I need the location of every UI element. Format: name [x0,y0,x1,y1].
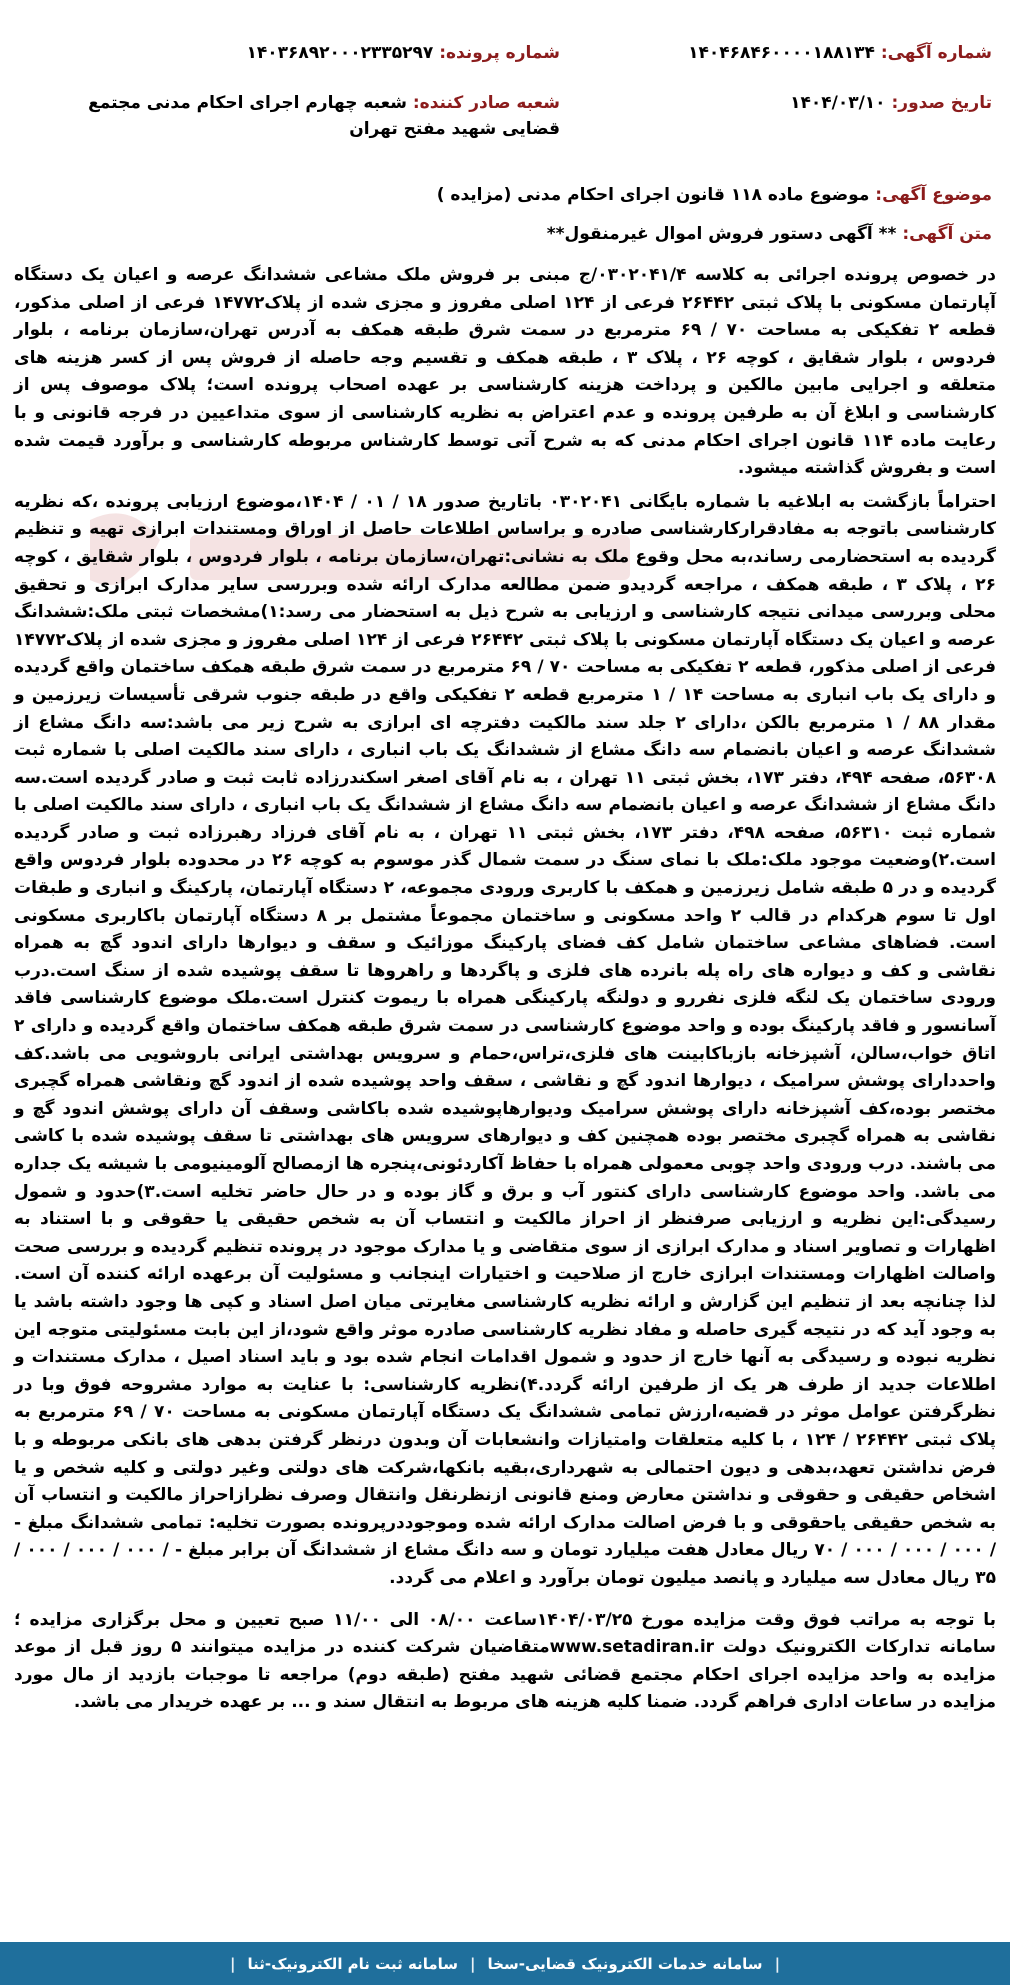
issuing-branch-field [40,90,560,142]
case-number-field [246,40,560,66]
issue-date-field [790,90,992,116]
body-paragraph-3: با توجه به مراتب فوق وقت مزایده مورخ ۱۴۰۴/۰۳/۲۵ساعت ۰۸/۰۰ الی ۱۱/۰۰ صبح تعیین و محل برگزاری مزایده ؛سامانه تدارکات الکترونیک دولت www.setadiran.irمتقاضیان شرکت کننده در مزایده میتوانند ۵ روز قبل از موعد مزایده به واحد مزایده اجرای احکام مجتمع قضائی شهید مفتح (طبقه دوم) مراجعه تا موجبات بازدید از مال مورد مزایده در ساعات اداری فراهم گردد. ضمنا کلیه هزینه های مربوط به انتقال سند و ... بر عهده خریدار می باشد. [14,1609,997,1713]
body-paragraph-2: احتراماً بازگشت به ابلاغیه با شماره بایگانی ۰۳۰۲۰۴۱ باتاریخ صدور ۱۸ / ۰۱ / ۱۴۰۴،موضوع ارزیابی پرونده ،که نظریه کارشناسی باتوجه به مفادقرارکارشناسی صادره و براساس اطلاعات حاصل از اوراق ومستندات ابرازی تهیه و تنظیم گردیده به استحضارمی رساند،به محل وقوع ملک به نشانی:تهران،سازمان برنامه ، بلوار فردوس ، بلوار شقایق ، کوچه ۲۶ ، پلاک ۳ ، طبقه همکف ، مراجعه گردیدو ضمن مطالعه مدارک ارائه شده وبررسی سایر مدارک ابرازی و تحقیق محلی وبررسی میدانی نتیجه کارشناسی و ارزیابی به شرح ذیل به استحضار می رسد:۱)مشخصات ثبتی ملک:ششدانگ عرصه و اعیان یک دستگاه آپارتمان مسکونی با پلاک ثبتی ۲۶۴۴۲ فرعی از ۱۲۴ اصلی مفروز و مجزی شده از پلاک۱۴۷۷۲ فرعی از اصلی مذکور، قطعه ۲ تفکیکی به مساحت ۷۰ / ۶۹ مترمربع در سمت شرق طبقه همکف ساختمان واقع گردیده و دارای یک باب انباری به مساحت ۱۴ / ۱ مترمربع قطعه ۲ تفکیکی واقع در طبقه جنوب شرقی تأسیسات زیرزمین و مقدار ۸۸ / ۱ مترمربع بالکن ،دارای ۲ جلد سند مالکیت دفترچه ای ابرازی به شرح زیر می باشد:سه دانگ مشاع از ششدانگ عرصه و اعیان بانضمام سه دانگ مشاع از ششدانگ یک باب انباری ، دارای سند مالکیت اصلی با شماره ثبت ۵۶۳۰۸، صفحه ۴۹۴، دفتر ۱۷۳، بخش ثبتی ۱۱ تهران ، به نام آقای اصغر اسکندرزاده ثابت ثبت و صادر گردیده است.سه دانگ مشاع از ششدانگ عرصه و اعیان بانضمام سه دانگ مشاع از ششدانگ یک باب انباری ، دارای سند مالکیت اصلی با شماره ثبت ۵۶۳۱۰، صفحه ۴۹۸، دفتر ۱۷۳، بخش ثبتی ۱۱ تهران ، به نام آقای فرزاد رهبرزاده ثبت و صادر گردیده است.۲)وضعیت موجود ملک:ملک با نمای سنگ در سمت شمال گذر موسوم به کوچه ۲۶ در محدوده بلوار فردوس واقع گردیده و در ۵ طبقه شامل زیرزمین و همکف با کاربری ورودی مجموعه، ۲ دستگاه آپارتمان، پارکینگ و انباری و طبقات اول تا سوم هرکدام در قالب ۲ واحد مسکونی و ساختمان مجموعاً مشتمل بر ۸ دستگاه آپارتمان باکاربری مسکونی است. فضاهای مشاعی ساختمان شامل کف فضای پارکینگ موزائیک و سقف و دیوارها دارای اندود گچ به همراه نقاشی و کف و دیواره های راه پله بانرده های فلزی و پاگردها و راهروها تا سقف پوشیده شده از سنگ است.درب ورودی ساختمان یک لنگه فلزی نفررو و دولنگه پارکینگی همراه با ریموت کنترل است.ملک موضوع کارشناسی فاقد آسانسور و فاقد پارکینگ بوده و واحد موضوع کارشناسی در سمت شرق طبقه همکف ساختمان واقع گردیده و دارای ۲ اتاق خواب،سالن، آشپزخانه بازباکابینت های فلزی،تراس،حمام و سرویس بهداشتی ایرانی باروشویی می باشد.کف واحددارای پوشش سرامیک ، دیوارها اندود گچ و نقاشی ، سقف واحد پوشیده شده از اندود گچ ونقاشی همراه گچبری مختصر بوده،کف آشپزخانه دارای پوشش سرامیک ودیوارهاپوشیده شده باکاشی وسقف آن دارای پوشش اندود گچ و نقاشی به همراه گچبری مختصر بوده همچنین کف و دیوارهای سرویس های بهداشتی تا سقف پوشیده شده با کاشی می باشند. درب ورودی واحد چوبی معمولی همراه با حفاظ آکاردئونی،پنجره ها ازمصالح آلومینیومی با شیشه یک جداره می باشد. واحد موضوع کارشناسی دارای کنتور آب و برق و گاز بوده و در حال حاضر تخلیه است.۳)حدود و شمول رسیدگی:این نظریه و ارزیابی صرفنظر از احراز مالکیت و انتساب آن به شخص حقیقی یا حقوقی و با استناد به اظهارات و تصاویر اسناد و مدارک ابرازی از سوی متقاضی و یا مدارک موجود در پرونده تنظیم گردیده و بررسی صحت واصالت اظهارات ومستندات ابرازی خارج از صلاحیت و اختیارات اینجانب و مسئولیت آن برعهده ارائه کننده آن است. لذا چنانچه بعد از تنظیم این گزارش و ارائه نظریه کارشناسی مغایرتی میان اصل اسناد و کپی ها وجود داشته باشد یا به وجود آید که در نتیجه گیری حاصله و مفاد نظریه کارشناسی صادره موثر واقع شود،از این بابت مسئولیتی متوجه این نظریه نبوده و رسیدگی به آنها خارج از حدود و شمول اقدامات انجام شده بود و باید اسناد اصیل ، مدارک مستندات و اطلاعات جدید از طرف هر یک از طرفین ارائه گردد.۴)نظریه کارشناسی: با عنایت به موارد مشروحه فوق وبا در نظرگرفتن عوامل موثر در قضیه،ارزش تمامی ششدانگ یک دستگاه آپارتمان مسکونی به مساحت ۷۰ / ۶۹ مترمربع به پلاک ثبتی ۲۶۴۴۲ / ۱۲۴ ، با کلیه متعلقات وامتیازات وانشعابات آن وبدون درنظر گرفتن بدهی های بانکی مربوطه و با فرض نداشتن تعهد،بدهی و دیون احتمالی به شهرداری،بقیه بانکها،شرکت های دولتی وغیر دولتی و کلیه شخص و یا اشخاص حقیقی و حقوقی و نداشتن معارض ومنع قانونی ازنظرنقل وانتقال وصرف نظرازاحراز مالکیت و انتساب آن به شخص حقیقی یاحقوقی و با فرض اصالت مدارک ارائه شده وموجوددرپرونده بصورت تخلیه: تمامی ششدانگ مبلغ - / ۰۰۰ / ۰۰۰ / ۰۰۰ / ۷۰ ریال معادل هفت میلیارد تومان و سه دانگ مشاع از ششدانگ آن برابر مبلغ - / ۰۰۰ / ۰۰۰ / ۰۰۰ / ۳۵ ریال معادل سه میلیارد و پانصد میلیون تومان برآورد و اعلام می گردد. [14,491,997,1588]
footer-separator: | [470,1954,476,1973]
notice-header [0,0,1010,180]
notice-body [14,262,996,1723]
notice-text-heading [547,224,992,244]
footer-link-sakha[interactable]: سامانه خدمات الکترونیک قضایی-سخا [487,1954,763,1973]
footer-bar [0,1942,1010,1985]
issue-date-label: تاریخ صدور: [891,93,992,113]
notice-number-label: شماره آگهی: [880,43,992,63]
notice-text-title: ** آگهی دستور فروش اموال غیرمنقول** [546,224,897,244]
issuing-branch-label: شعبه صادر کننده: [412,93,560,113]
footer-link-sana[interactable]: سامانه ثبت نام الکترونیک-ثنا [247,1954,459,1973]
subject-value: موضوع ماده ۱۱۸ قانون اجرای احکام مدنی (مزایده ) [436,185,870,205]
footer-pipe-right: | [774,1954,781,1973]
notice-subject [437,185,992,205]
issuing-branch-value: شعبه چهارم اجرای احکام مدنی مجتمع قضایی شهید مفتح تهران [88,93,560,139]
case-number-value: ۱۴۰۳۶۸۹۲۰۰۰۲۳۳۵۲۹۷ [246,43,434,63]
subject-label: موضوع آگهی: [875,185,992,205]
notice-number-value: ۱۴۰۴۶۸۴۶۰۰۰۰۱۸۸۱۳۴ [688,43,875,63]
issue-date-value: ۱۴۰۴/۰۳/۱۰ [790,93,886,113]
body-paragraph-1: در خصوص پرونده اجرائی به کلاسه ۰۳۰۲۰۴۱/۴/ج مبنی بر فروش ملک مشاعی ششدانگ عرصه و اعیان یک دستگاه آپارتمان مسکونی با پلاک ثبتی ۲۶۴۴۲ فرعی از ۱۲۴ اصلی مفروز و مجزی شده از پلاک۱۴۷۷۲ فرعی از اصلی مذکور، قطعه ۲ تفکیکی به مساحت ۷۰ / ۶۹ مترمربع در سمت شرق طبقه همکف به آدرس تهران،سازمان برنامه ، بلوار فردوس ، بلوار شقایق ، کوچه ۲۶ ، پلاک ۳ ، طبقه همکف و تقسیم وجه حاصله از فروش پس از کسر هزینه های متعلقه و اجرایی مابین مالکین و پرداخت هزینه کارشناسی بر عهده اصحاب پرونده است؛ پلاک موصوف پس از کارشناسی و ابلاغ آن به طرفین پرونده و عدم اعتراض به نظریه کارشناسی از سوی متداعیین در فرجه قانونی و با رعایت ماده ۱۱۴ قانون اجرای احکام مدنی که به شرح آتی توسط کارشناس مربوطه کارشناسی و برآورد قیمت شده است و بفروش گذاشته میشود. [14,265,997,479]
footer-pipe-left: | [229,1954,236,1973]
notice-number-field [688,40,992,66]
case-number-label: شماره پرونده: [439,43,560,63]
notice-text-label: متن آگهی: [902,224,992,244]
